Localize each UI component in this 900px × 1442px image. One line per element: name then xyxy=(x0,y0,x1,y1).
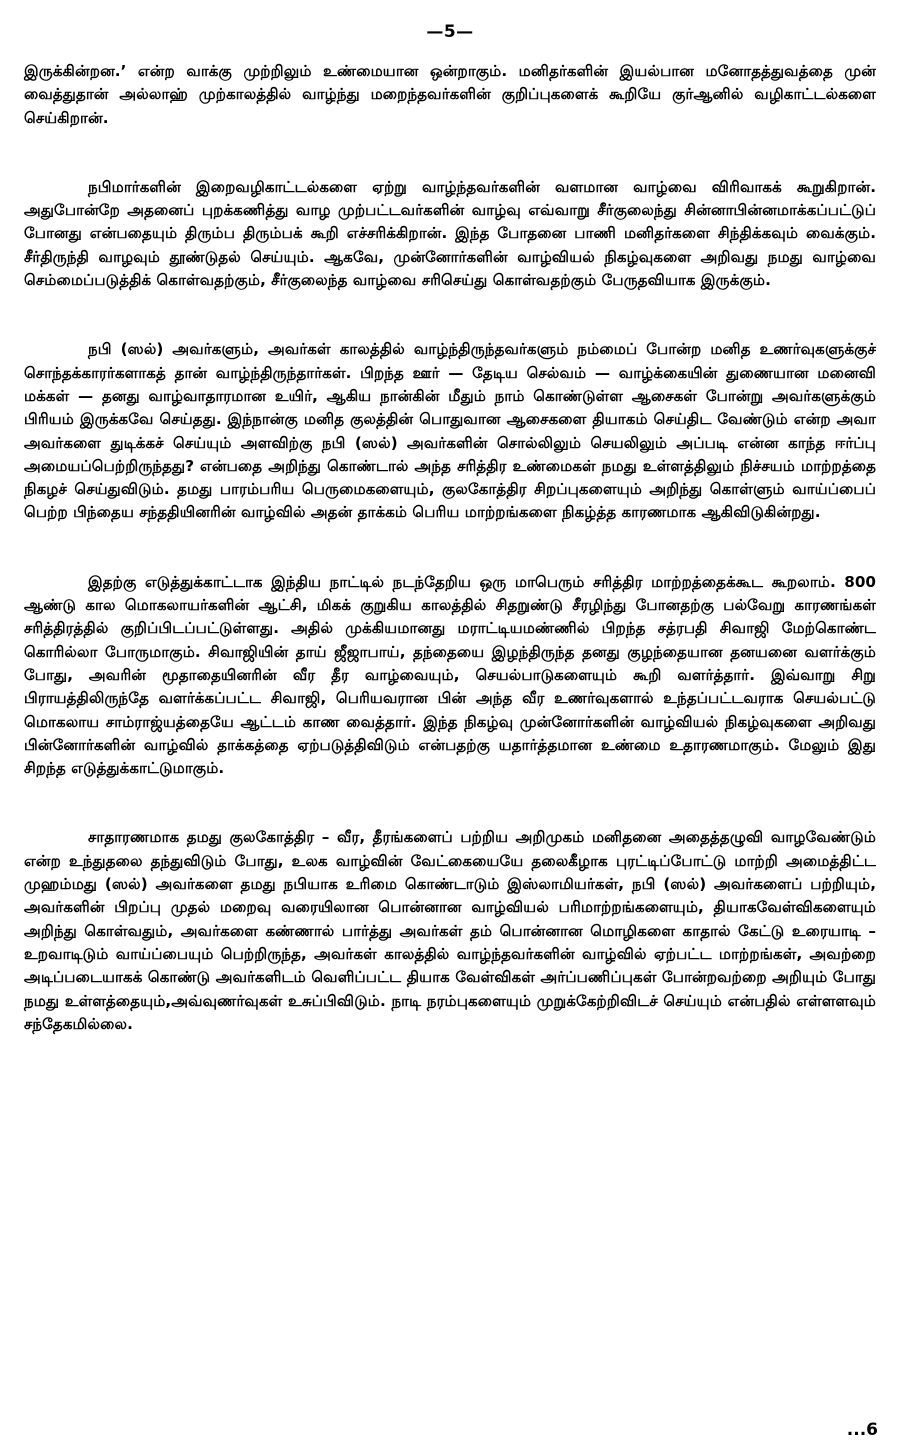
paragraph-2: நபிமார்களின் இறைவழிகாட்டல்களை ஏற்று வாழ்ந்தவர்களின் வளமான வாழ்வை விரிவாகக் கூறுகிறான். அதுபோன்றே அதனைப் புறக்கணித்து வாழ முற்பட்டவர்களின் வாழ்வு எவ்வாறு சீர்குலைந்து சின்னாபின்னமாக்கப்பட்டுப் போனது என்பதையும் திரும்ப திரும்பக் கூறி எச்சரிக்கிறான். இந்த போதனை பாணி மனிதர்களை சிந்திக்கவும் வைக்கும். சீர்திருந்தி வாழவும் தூண்டுதல் செய்யும். ஆகவே, முன்னோர்களின் வாழ்வியல் நிகழ்வுகளை அறிவது நமது வாழ்வை செம்மைப்படுத்திக் கொள்வதற்கும், சீர்குலைந்த வாழ்வை சரிசெய்து கொள்வதற்கும் பேருதவியாக இருக்கும். xyxy=(24,177,876,290)
paragraph-4: இதற்கு எடுத்துக்காட்டாக இந்திய நாட்டில் நடந்தேறிய ஒரு மாபெரும் சரித்திர மாற்றத்தைக்கூட கூறலாம். 800 ஆண்டு கால மொகலாயர்களின் ஆட்சி, மிகக் குறுகிய காலத்தில் சிதறுண்டு சீரழிந்து போனதற்கு பல்வேறு காரணங்கள் சரித்திரத்தில் குறிப்பிடப்பட்டுள்ளது. அதில் முக்கியமானது மராட்டியமண்ணில் பிறந்த சத்ரபதி சிவாஜி மேற்கொண்ட கொரில்லா போருமாகும். சிவாஜியின் தாய் ஜீஜாபாய், தந்தையை இழந்திருந்த தனது குழந்தையான தனயனை வளர்க்கும் போது, அவரின் மூதாதையினரின் வீர தீர வாழ்வையும், செயல்பாடுகளையும் கூறி வளர்த்தார். இவ்வாறு சிறு பிராயத்திலிருந்தே வளர்க்கப்பட்ட சிவாஜி, பெரியவரான பின் அந்த வீர உணர்வுகளால் உந்தப்பட்டவராக செயல்பட்டு மொகலாய சாம்ராஜ்யத்தையே ஆட்டம் காண வைத்தார். இந்த நிகழ்வு முன்னோர்களின் வாழ்வியல் நிகழ்வுகளை அறிவது பின்னோர்களின் வாழ்வில் தாக்கத்தை ஏற்படுத்திவிடும் என்பதற்கு யதார்த்தமான உண்மை உதாரணமாகும். மேலும் இது சிறந்த எடுத்துக்காட்டுமாகும். xyxy=(24,572,876,778)
continuation-marker: ...6 xyxy=(846,1420,878,1440)
paragraph-1: இருக்கின்றன.’ என்ற வாக்கு முற்றிலும் உண்மையான ஒன்றாகும். மனிதர்களின் இயல்பான மனோதத்துவத்தை முன் வைத்துதான் அல்லாஹ் முற்காலத்தில் வாழ்ந்து மறைந்தவர்களின் குறிப்புகளைக் கூறியே குர்ஆனில் வழிகாட்டல்களை செய்கிறான். xyxy=(24,62,876,127)
body-text xyxy=(24,60,876,1082)
page-number: —5— xyxy=(426,22,474,42)
paragraph-5: சாதாரணமாக தமது குலகோத்திர – வீர, தீரங்களைப் பற்றிய அறிமுகம் மனிதனை அதைத்தழுவி வாழவேண்டும் என்ற உந்துதலை தந்துவிடும் போது, உலக வாழ்வின் வேட்கையையே தலைகீழாக புரட்டிப்போட்டு மாற்றி அமைத்திட்ட முஹம்மது (ஸல்) அவர்களை தமது நபியாக உரிமை கொண்டாடும் இஸ்லாமியர்கள், நபி (ஸல்) அவர்களைப் பற்றியும், அவர்களின் பிறப்பு முதல் மறைவு வரையிலான பொன்னான வாழ்வியல் பரிமாற்றங்களையும், தியாகவேள்விகளையும் அறிந்து கொள்வதும், அவர்களை கண்ணால் பார்த்து அவர்கள் தம் பொன்னான மொழிகளை காதால் கேட்டு உரையாடி – உறவாடிடும் வாய்ப்பையும் பெற்றிருந்த, அவர்கள் காலத்தில் வாழ்ந்தவர்களின் வாழ்வில் ஏற்பட்ட மாற்றங்கள், அவற்றை அடிப்படையாகக் கொண்டு அவர்களிடம் வெளிப்பட்ட தியாக வேள்விகள் அர்ப்பணிப்புகள் போன்றவற்றை அறியும் போது நமது உள்ளத்தையும்,அவ்வுணர்வுகள் உசுப்பிவிடும். நாடி நரம்புகளையும் முறுக்கேற்றிவிடச் செய்யும் என்பதில் எள்ளளவும் சந்தேகமில்லை. xyxy=(24,828,876,1033)
paragraph-3: நபி (ஸல்) அவர்களும், அவர்கள் காலத்தில் வாழ்ந்திருந்தவர்களும் நம்மைப் போன்ற மனித உணர்வுகளுக்குச் சொந்தக்காரர்களாகத் தான் வாழ்ந்திருந்தார்கள். பிறந்த ஊர் — தேடிய செல்வம் — வாழ்க்கையின் துணையான மனைவி மக்கள் — தனது வாழ்வாதாரமான உயிர், ஆகிய நான்கின் மீதும் நாம் கொண்டுள்ள ஆசைகள் போன்று அவர்களுக்கும் பிரியம் இருக்கவே செய்தது. இந்நான்கு மனித குலத்தின் பொதுவான ஆசைகளை தியாகம் செய்திட வேண்டும் என்ற அவா அவர்களை துடிக்கச் செய்யும் அளவிற்கு நபி (ஸல்) அவர்களின் சொல்லிலும் செயலிலும் அப்படி என்ன காந்த ஈர்ப்பு அமையப்பெற்றிருந்தது? என்பதை அறிந்து கொண்டால் அந்த சரித்திர உண்மைகள் நமது உள்ளத்திலும் நிச்சயம் மாற்றத்தை நிகழச் செய்துவிடும். தமது பாரம்பரிய பெருமைகளையும், குலகோத்திர சிறப்புகளையும் அறிந்து கொள்ளும் வாய்ப்பைப் பெற்ற பிந்தைய சந்ததியினரின் வாழ்வில் அதன் தாக்கம் பெரிய மாற்றங்களை நிகழ்த்த காரணமாக ஆகிவிடுகின்றது. xyxy=(24,340,876,522)
